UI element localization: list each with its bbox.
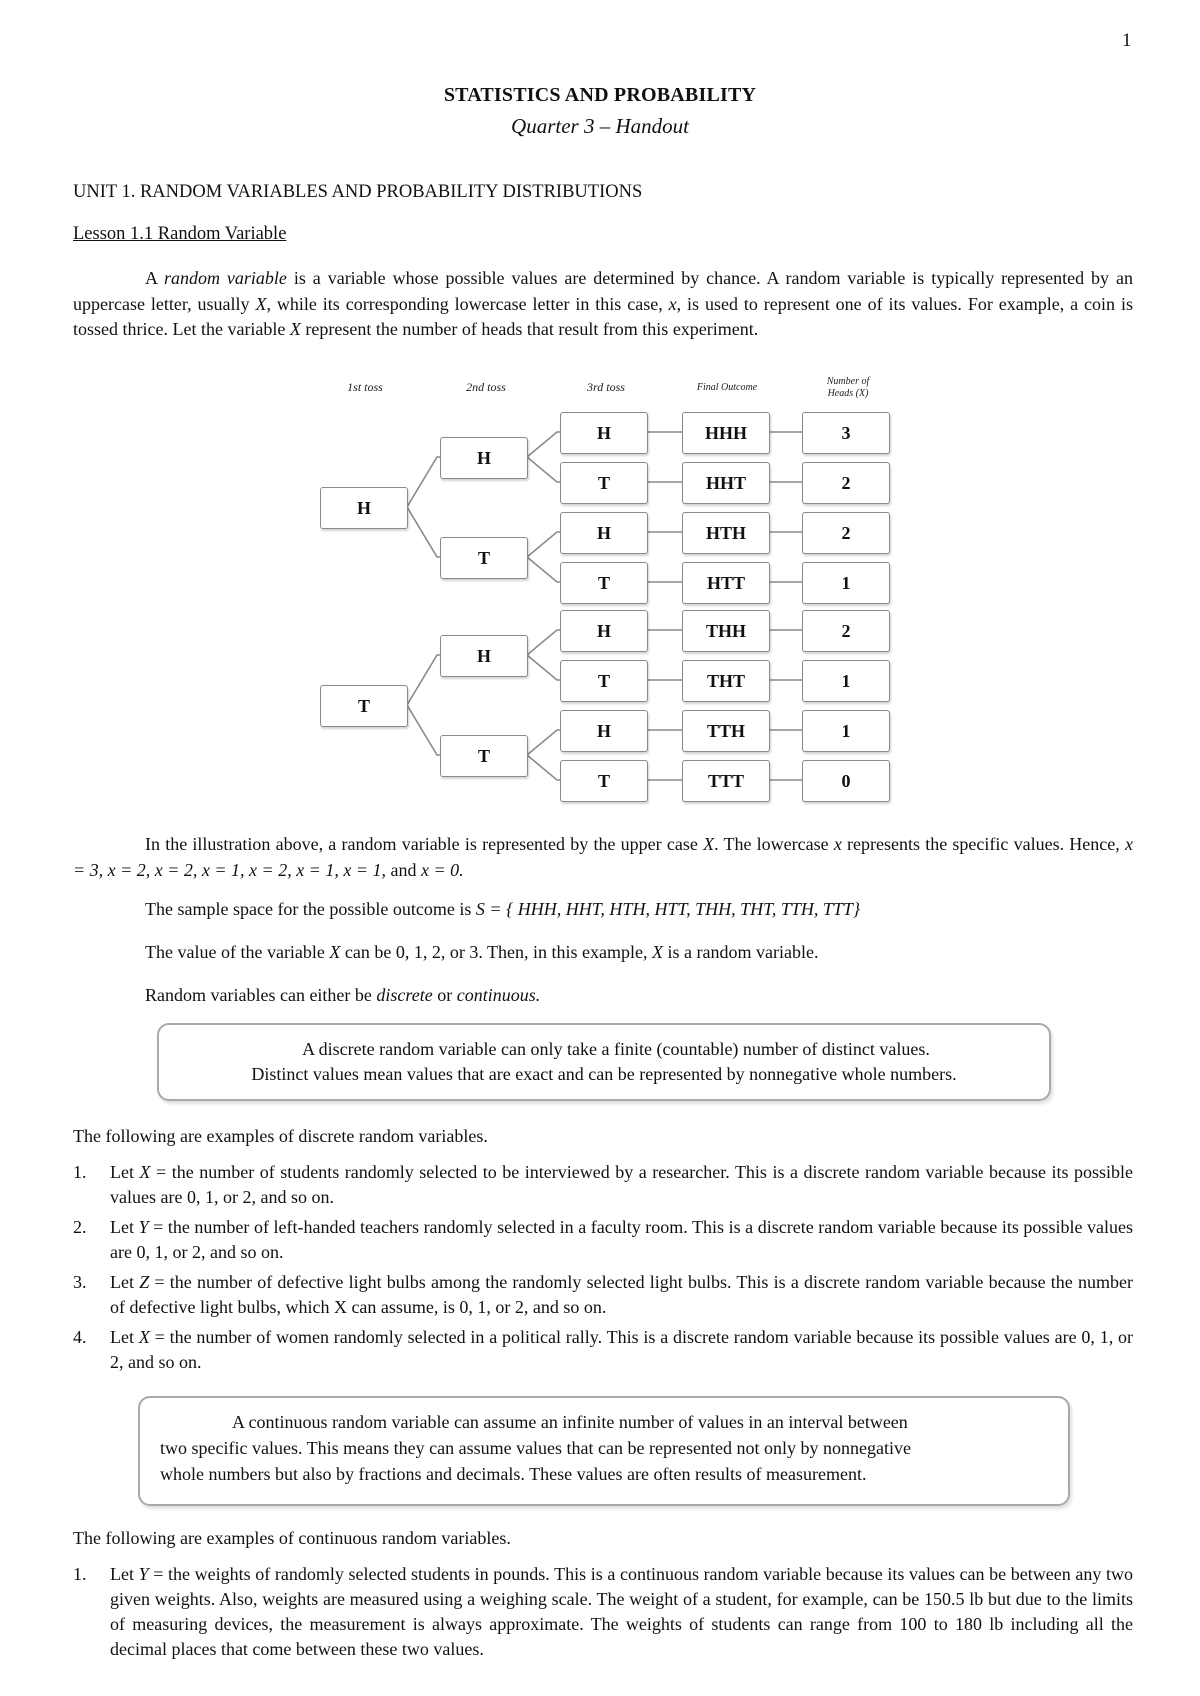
tree-node-final-outcome: HHT [682,462,770,504]
tree-node-third-toss: H [560,710,648,752]
discrete-definition-line: A discrete random variable can only take a finite (countable) number of distinct values. [302,1039,930,1059]
list-item: 4. Let X = the number of women randomly selected in a political rally. This is a discrete random variable because its possible values are 0, 1, or 2, and so on. [73,1327,1133,1372]
continuous-definition-box [138,1396,1070,1506]
tree-node-third-toss: H [560,512,648,554]
discrete-definition-box [157,1023,1051,1101]
discrete-definition-line: Distinct values mean values that are exact and can be represented by nonnegative whole numbers. [251,1064,957,1084]
tree-node-final-outcome: HHH [682,412,770,454]
discrete-examples-heading: The following are examples of discrete random variables. [73,1126,488,1146]
list-item: 1. Let X = the number of students randomly selected to be interviewed by a researcher. This is a discrete random variable because its possible values are 0, 1, or 2, and so on. [73,1162,1133,1207]
tree-node-first-toss: H [320,487,408,529]
lesson-heading: Lesson 1.1 Random Variable [73,224,287,244]
tree-node-third-toss: T [560,760,648,802]
tree-node-final-outcome: TTT [682,760,770,802]
tree-node-heads-count: 2 [802,512,890,554]
continuous-examples-heading: The following are examples of continuous random variables. [73,1528,511,1548]
tree-node-heads-count: 2 [802,610,890,652]
tree-node-third-toss: T [560,562,648,604]
document-subtitle: Quarter 3 – Handout [511,114,689,138]
term-random-variable: random variable [163,268,287,288]
intro-paragraph: A random variable is a variable whose possible values are determined by chance. A random variable is typically represented by an uppercase letter, usually X, while its corresponding lowercase letter in this case, x, is used to represent one of its values. For example, a coin is tossed thrice. Let the variable X represent the number of heads that result from this experiment. [73,268,1133,339]
tree-node-final-outcome: THH [682,610,770,652]
tree-node-final-outcome: TTH [682,710,770,752]
continuous-examples-list [73,1562,1133,1667]
variable-value-line: The value of the variable X can be 0, 1, 2, or 3. Then, in this example, X is a random variable. [145,942,819,962]
page-number: 1 [1122,30,1132,51]
continuous-definition-line: A continuous random variable can assume an infinite number of values in an interval between [232,1412,908,1432]
header-number-of-heads: Number of Heads (X) [826,376,870,399]
illustration-explanation: In the illustration above, a random variable is represented by the upper case X. The lowercase x represents the specific values. Hence, x = 3, x = 2, x = 2, x = 1, x = 2, x = 1, x = 1, and x = 0. [73,834,1133,880]
header-third-toss: 3rd toss [587,380,625,394]
tree-node-second-toss: T [440,537,528,579]
header-final-outcome: Final Outcome [696,382,758,393]
discrete-or-continuous-line: Random variables can either be discrete or continuous. [145,985,541,1005]
tree-node-final-outcome: HTT [682,562,770,604]
header-second-toss: 2nd toss [466,380,506,394]
tree-node-second-toss: H [440,635,528,677]
tree-node-second-toss: H [440,437,528,479]
tree-node-third-toss: H [560,412,648,454]
tree-node-heads-count: 1 [802,710,890,752]
continuous-definition-line: whole numbers but also by fractions and decimals. These values are often results of measurement. [160,1464,867,1484]
tree-node-heads-count: 2 [802,462,890,504]
list-item: 3. Let Z = the number of defective light bulbs among the randomly selected light bulbs. This is a discrete random variable because the number of defective light bulbs, which X can assume, is 0, 1, or 2, and so on. [73,1272,1133,1317]
document-title: STATISTICS AND PROBABILITY [443,84,757,106]
tree-node-third-toss: T [560,462,648,504]
list-item: 1. Let Y = the weights of randomly selected students in pounds. This is a continuous random variable because its values can be between any two given weights. Also, weights are measured using a weighing scale. The weight of a student, for example, can be 150.5 lb but due to the limits of measuring devices, the measurement is always approximate. The weights of students can range from 100 to 180 lb including all the decimal places that come between these two values. [73,1564,1133,1659]
tree-node-third-toss: H [560,610,648,652]
header-first-toss: 1st toss [347,380,383,394]
tree-node-first-toss: T [320,685,408,727]
list-item: 2. Let Y = the number of left-handed teachers randomly selected in a faculty room. This is a discrete random variable because its possible values are 0, 1, or 2, and so on. [73,1217,1133,1262]
discrete-examples-list [73,1160,1133,1380]
sample-space-line: The sample space for the possible outcome is S = { HHH, HHT, HTH, HTT, THH, THT, TTH, TTT} [145,899,861,919]
tree-node-second-toss: T [440,735,528,777]
tree-node-heads-count: 3 [802,412,890,454]
tree-node-heads-count: 1 [802,562,890,604]
tree-node-third-toss: T [560,660,648,702]
tree-node-final-outcome: HTH [682,512,770,554]
continuous-definition-line: two specific values. This means they can assume values that can be represented not only by nonnegative [160,1438,911,1458]
unit-heading: UNIT 1. RANDOM VARIABLES AND PROBABILITY DISTRIBUTIONS [73,182,643,202]
tree-node-heads-count: 1 [802,660,890,702]
tree-node-heads-count: 0 [802,760,890,802]
tree-node-final-outcome: THT [682,660,770,702]
